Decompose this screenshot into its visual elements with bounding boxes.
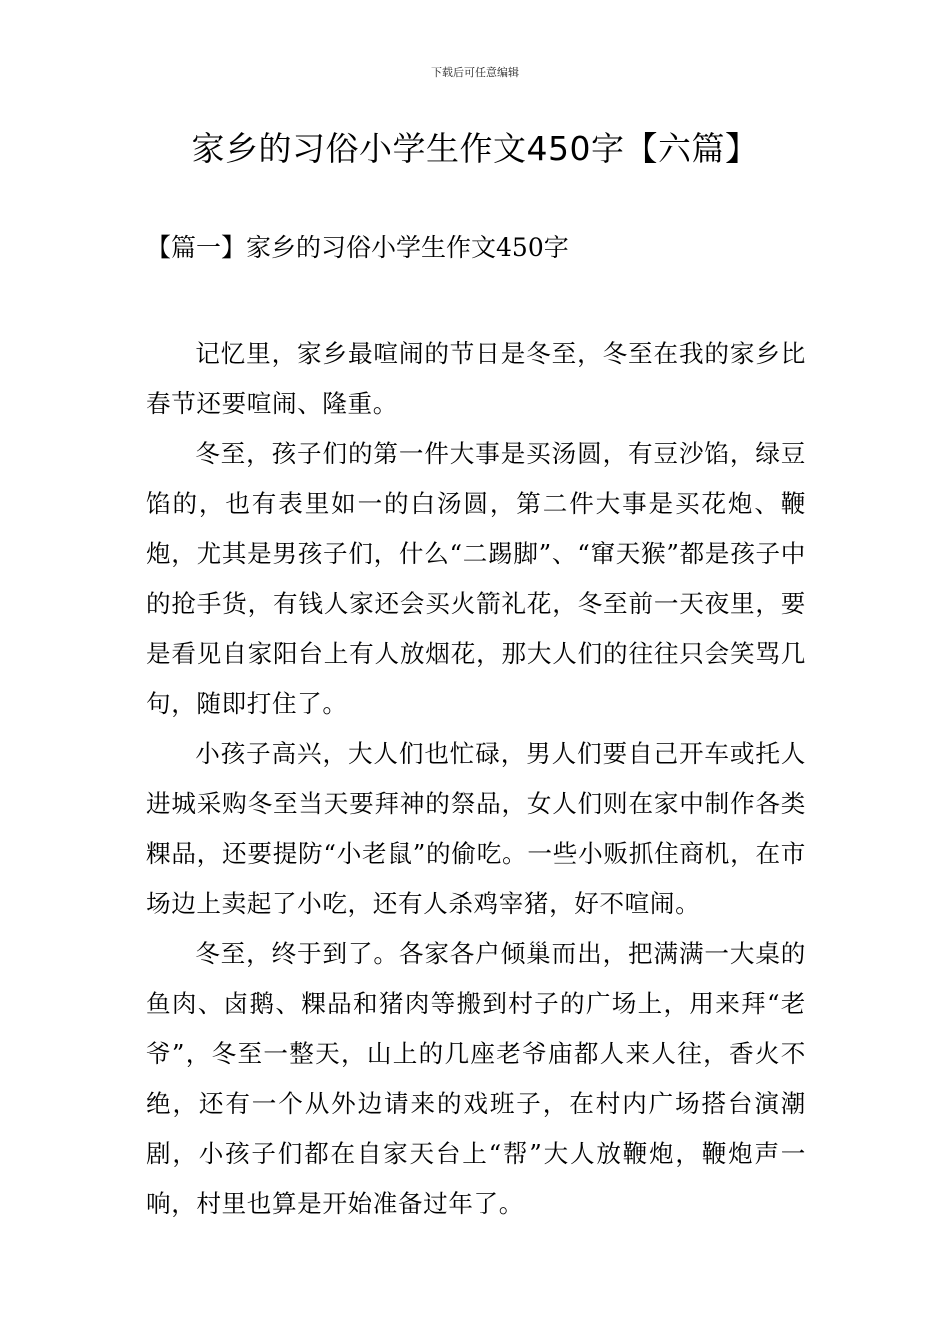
document-title: 家乡的习俗小学生作文450字【六篇】 xyxy=(191,129,759,168)
paragraph: 记忆里，家乡最喧闹的节日是冬至，冬至在我的家乡比春节还要喧闹、隆重。 xyxy=(146,339,806,418)
header-note: 下载后可任意编辑 xyxy=(431,66,519,79)
paragraph: 冬至，终于到了。各家各户倾巢而出，把满满一大桌的鱼肉、卤鹅、粿品和猪肉等搬到村子的广场上，用来拜“老爷”，冬至一整天，山上的几座老爷庙都人来人往，香火不绝，还有一个从外边请来的戏班子，在村内广场搭台演潮剧，小孩子们都在自家天台上“帮”大人放鞭炮，鞭炮声一响，村里也算是开始准备过年了。 xyxy=(146,939,806,1218)
section-heading: 【篇一】家乡的习俗小学生作文450字 xyxy=(146,233,569,262)
paragraph: 小孩子高兴，大人们也忙碌，男人们要自己开车或托人进城采购冬至当天要拜神的祭品，女人们则在家中制作各类粿品，还要提防“小老鼠”的偷吃。一些小贩抓住商机，在市场边上卖起了小吃，还有人杀鸡宰猪，好不喧闹。 xyxy=(146,739,806,918)
essay-body xyxy=(146,329,806,1229)
paragraph: 冬至，孩子们的第一件大事是买汤圆，有豆沙馅，绿豆馅的，也有表里如一的白汤圆，第二件大事是买花炮、鞭炮，尤其是男孩子们，什么“二踢脚”、“窜天猴”都是孩子中的抢手货，有钱人家还会买火箭礼花，冬至前一天夜里，要是看见自家阳台上有人放烟花，那大人们的往往只会笑骂几句，随即打住了。 xyxy=(146,439,806,718)
